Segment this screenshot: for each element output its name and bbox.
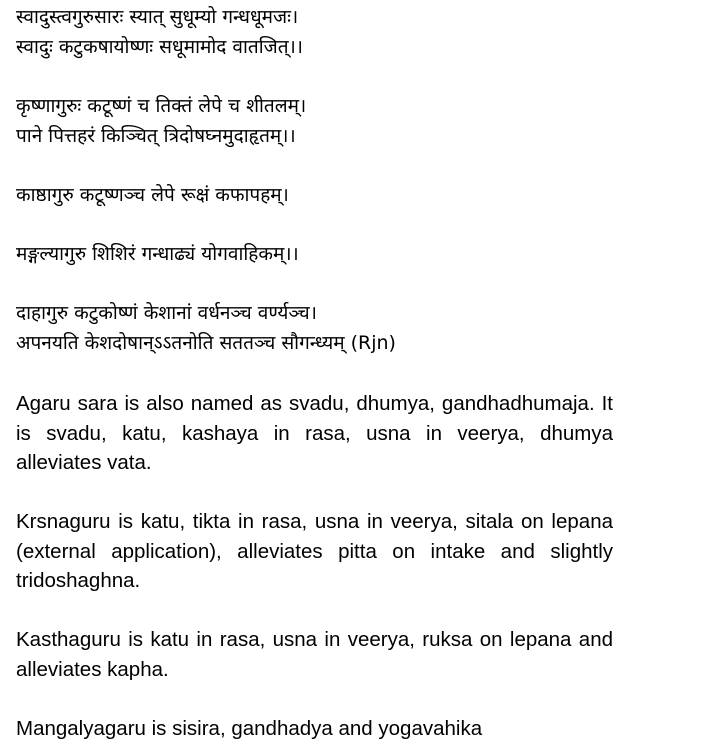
verse-line: कृष्णागुरुः कटूष्णं च तिक्तं लेपे च शीतलम्। [16,95,307,117]
verse-line: दाहागुरु कटुकोष्णं केशानां वर्धनञ्च वर्ण्यञ्च। [16,302,317,324]
paragraph-kasthaguru: Kasthaguru is katu in rasa, usna in veerya, ruksa on lepana and alleviates kapha. [16,628,613,681]
verse-agaru-sara [16,2,303,62]
verse-line: अपनयति केशदोषान्ऽऽतनोति सततञ्च सौगन्ध्यम् (Rjn) [16,332,396,354]
paragraph-mangalyagaru: Mangalyagaru is sisira, gandhadya and yogavahika [16,717,483,740]
verse-line: स्वादुस्त्वगुरुसारः स्यात् सुधूम्यो गन्धधूमजः। [16,6,299,28]
verse-krsnaguru [16,91,306,151]
verse-line: काष्ठागुरु कटूष्णञ्च लेपे रूक्षं कफापहम्। [16,184,289,206]
verse-line: मङ्गल्यागुरु शिशिरं गन्धाढ्यं योगवाहिकम्।। [16,243,299,265]
verse-line: पाने पित्तहरं किञ्चित् त्रिदोषघ्नमुदाहृतम्।। [16,125,296,147]
verse-kasthaguru [16,180,289,210]
verse-line: स्वादुः कटुकषायोष्णः सधूमामोद वातजित्।। [16,36,303,58]
verse-mangalyaguru [16,239,299,269]
verse-dahaguru [16,298,396,358]
paragraph-krsnaguru: Krsnaguru is katu, tikta in rasa, usna in veerya, sitala on lepana (external application), alleviates pitta on intake and slightly tridoshaghna. [16,510,613,593]
paragraph-agaru-sara: Agaru sara is also named as svadu, dhumya, gandhadhumaja. It is svadu, katu, kashaya in rasa, usna in veerya, dhumya alleviates vata. [16,392,613,475]
